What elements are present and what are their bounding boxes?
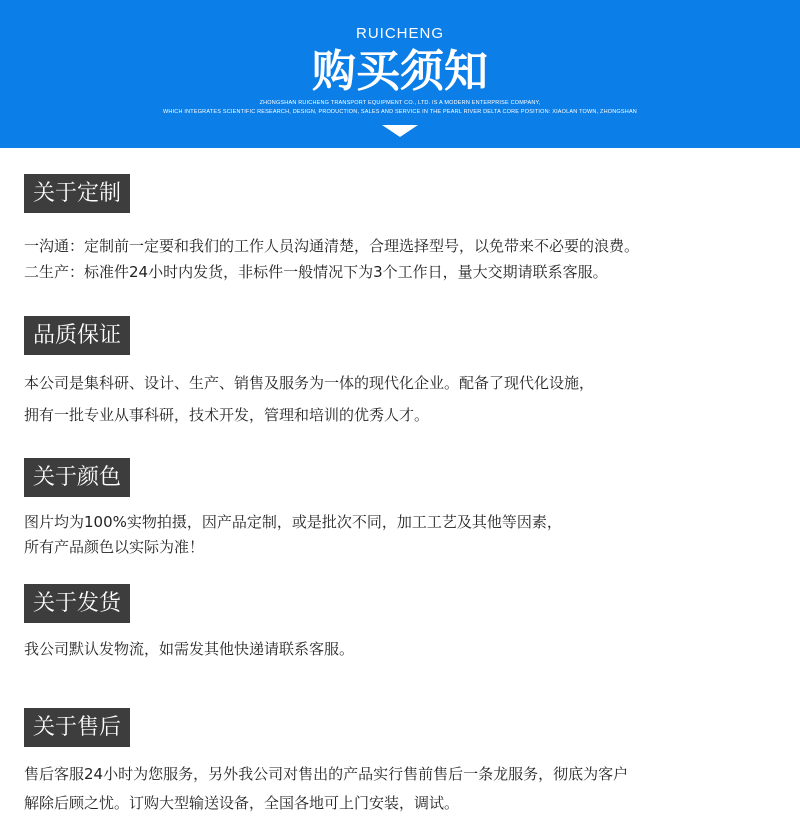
brand-name: RUICHENG — [355, 25, 444, 42]
page-title: 购买须知 — [312, 46, 488, 97]
company-tagline-line-1: ZHONGSHAN RUICHENG TRANSPORT EQUIPMENT CO., LTD. IS A MODERN ENTERPRISE COMPANY, — [259, 100, 541, 106]
company-tagline-line-2: WHICH INTEGRATES SCIENTIFIC RESEARCH, DESIGN, PRODUCTION, SALES AND SERVICE IN THE PEARL RIVER DELTA CORE POSITION: XIAOLAN TOWN, ZHONGSHAN — [163, 109, 637, 115]
shipping-line-1: 我公司默认发物流，如需发其他快递请联系客服。 — [24, 640, 355, 658]
section-heading-color: 关于颜色 — [24, 458, 130, 497]
down-arrow-icon — [382, 125, 418, 137]
color-line-2: 所有产品颜色以实际为准！ — [24, 538, 205, 556]
section-heading-after-sales: 关于售后 — [24, 708, 130, 747]
after-sales-line-1: 售后客服24小时为您服务，另外我公司对售出的产品实行售前售后一条龙服务，彻底为客户 — [24, 765, 629, 783]
quality-line-1: 本公司是集科研、设计、生产、销售及服务为一体的现代化企业。配备了现代化设施， — [24, 374, 595, 392]
quality-line-2: 拥有一批专业从事科研，技术开发，管理和培训的优秀人才。 — [24, 406, 430, 424]
customization-line-2: 二生产：标准件24小时内发货，非标件一般情况下为3个工作日，量大交期请联系客服。 — [24, 263, 608, 281]
section-heading-customization: 关于定制 — [24, 174, 130, 213]
section-heading-quality: 品质保证 — [24, 316, 130, 355]
color-line-1: 图片均为100%实物拍摄，因产品定制，或是批次不同，加工工艺及其他等因素， — [24, 513, 562, 531]
section-heading-shipping: 关于发货 — [24, 584, 130, 623]
after-sales-line-2: 解除后顾之忧。订购大型输送设备，全国各地可上门安装，调试。 — [24, 794, 460, 812]
header-banner — [0, 0, 800, 148]
customization-line-1: 一沟通：定制前一定要和我们的工作人员沟通清楚，合理选择型号，以免带来不必要的浪费。 — [24, 237, 640, 255]
